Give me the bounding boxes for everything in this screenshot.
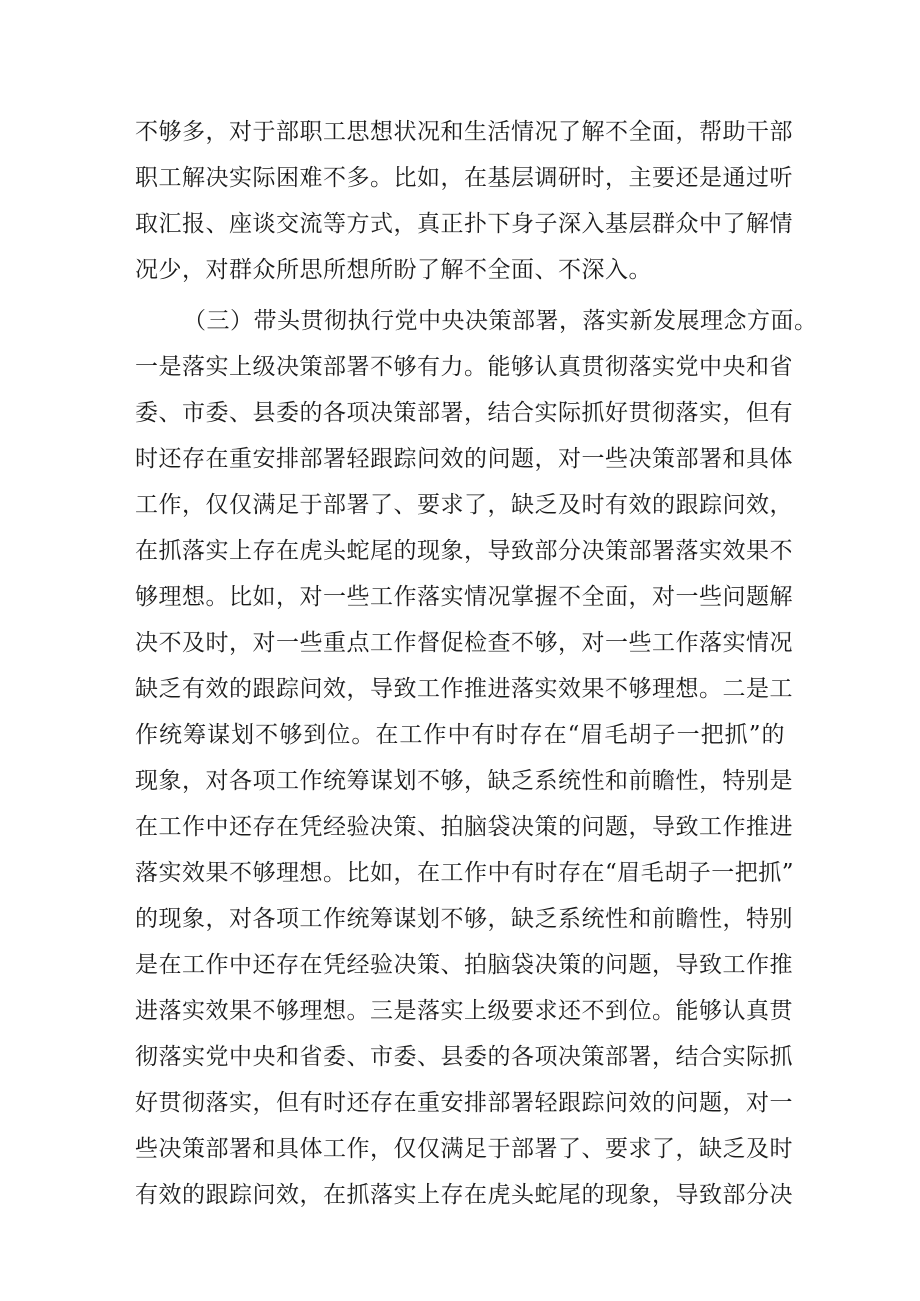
text-line: 取汇报、座谈交流等方式，真正扑下身子深入基层群众中了解情 [135,211,793,237]
text-line: 是在工作中还存在凭经验决策、拍脑袋决策的问题，导致工作推 [135,952,793,978]
text-line: 好贯彻落实，但有时还存在重安排部署轻跟踪问效的问题，对一 [135,1090,793,1116]
text-line: 缺乏有效的跟踪问效，导致工作推进落实效果不够理想。二是工 [135,676,793,702]
text-line: 工作，仅仅满足于部署了、要求了，缺乏及时有效的跟踪问效， [135,492,793,518]
text-line: 委、市委、县委的各项决策部署，结合实际抓好贯彻落实，但有 [135,400,793,426]
text-line: 有效的跟踪问效，在抓落实上存在虎头蛇尾的现象，导致部分决 [135,1182,793,1208]
text-line: 彻落实党中央和省委、市委、县委的各项决策部署，结合实际抓 [135,1044,793,1070]
text-line: 职工解决实际困难不多。比如，在基层调研时，主要还是通过听 [135,165,793,191]
text-line: 进落实效果不够理想。三是落实上级要求还不到位。能够认真贯 [135,998,793,1024]
text-line: 落实效果不够理想。比如，在工作中有时存在“眉毛胡子一把抓” [135,860,795,886]
text-line: 作统筹谋划不够到位。在工作中有时存在“眉毛胡子一把抓”的 [135,722,785,748]
text-line: 一是落实上级决策部署不够有力。能够认真贯彻落实党中央和省 [135,354,793,380]
section-heading: （三）带头贯彻执行党中央决策部署，落实新发展理念方面。 [183,308,818,334]
text-line: 现象，对各项工作统筹谋划不够，缺乏系统性和前瞻性，特别是 [135,768,793,794]
text-line: 在工作中还存在凭经验决策、拍脑袋决策的问题，导致工作推进 [135,814,793,840]
text-line: 决不及时，对一些重点工作督促检查不够，对一些工作落实情况 [135,630,793,656]
text-line: 在抓落实上存在虎头蛇尾的现象，导致部分决策部署落实效果不 [135,538,793,564]
text-line: 够理想。比如，对一些工作落实情况掌握不全面，对一些问题解 [135,584,793,610]
text-line: 些决策部署和具体工作，仅仅满足于部署了、要求了，缺乏及时 [135,1136,793,1162]
text-line: 的现象，对各项工作统筹谋划不够，缺乏系统性和前瞻性，特别 [135,906,793,932]
text-line: 时还存在重安排部署轻跟踪问效的问题，对一些决策部署和具体 [135,446,793,472]
text-line: 不够多，对于部职工思想状况和生活情况了解不全面，帮助干部 [135,119,793,145]
text-line: 况少，对群众所思所想所盼了解不全面、不深入。 [135,257,652,283]
